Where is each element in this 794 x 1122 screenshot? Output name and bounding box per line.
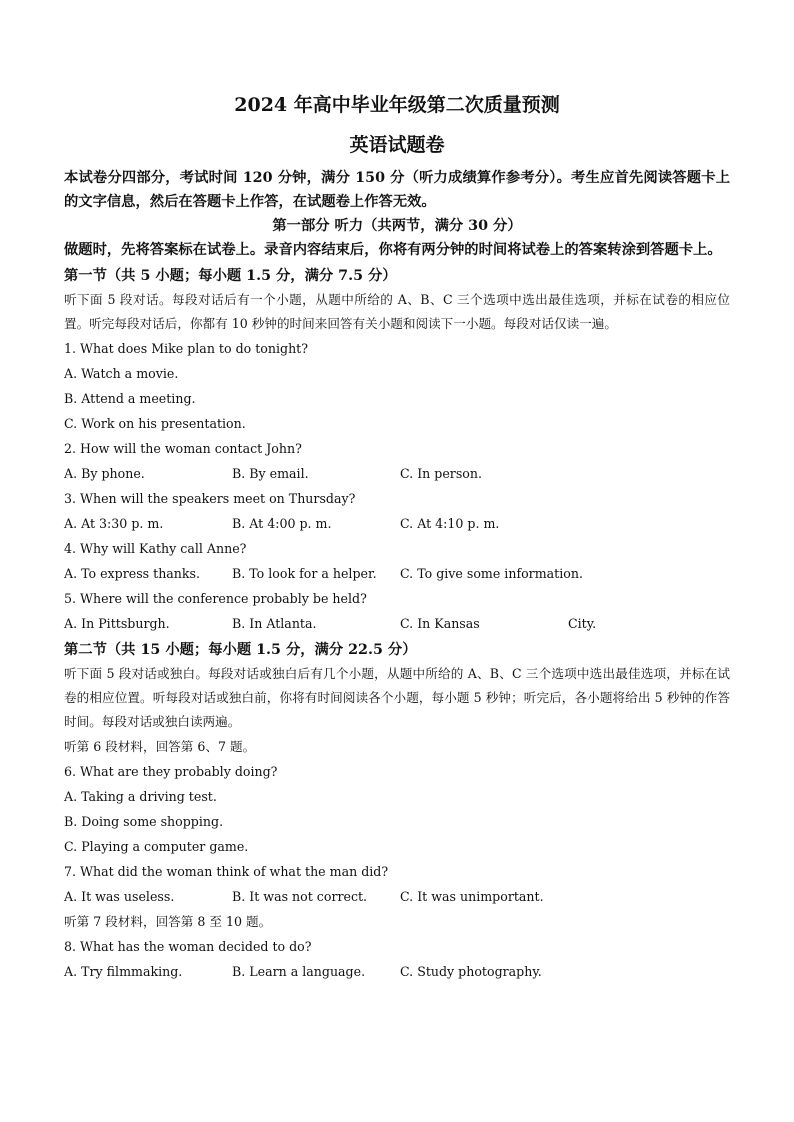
question-4-option-b: B. To look for a helper. [232,566,377,581]
question-7: 7. What did the woman think of what the man did? [64,864,389,879]
question-2: 2. How will the woman contact John? [64,441,302,456]
question-3-options [64,511,730,536]
section1-instruction: 听下面 5 段对话。每段对话后有一个小题，从题中所给的 A、B、C 三个选项中选出最佳选项，并标在试卷的相应位置。听完每段对话后，你都有 10 秒钟的时间来回答有关小题和阅读下一小题。每段对话仅读一遍。 [64,292,730,331]
material-7-note: 听第 7 段材料，回答第 8 至 10 题。 [64,914,272,929]
question-4: 4. Why will Kathy call Anne? [64,541,247,556]
question-7-option-a: A. It was useless. [64,889,175,904]
question-5-option-a: A. In Pittsburgh. [64,616,170,631]
question-8-option-c: C. Study photography. [400,964,542,979]
section2-heading: 第二节（共 15 小题；每小题 1.5 分，满分 22.5 分） [64,642,417,658]
material-6-note: 听第 6 段材料，回答第 6、7 题。 [64,739,256,754]
question-2-option-a: A. By phone. [64,466,145,481]
question-2-option-c: C. In person. [400,466,482,481]
question-5-option-b: B. In Atlanta. [232,616,317,631]
question-4-options [64,561,730,586]
section1-heading: 第一节（共 5 小题；每小题 1.5 分，满分 7.5 分） [64,268,397,284]
question-6-option-b: B. Doing some shopping. [64,814,224,829]
part1-heading: 第一部分 听力（共两节，满分 30 分） [272,218,522,234]
question-6-option-a: A. Taking a driving test. [64,789,217,804]
exam-title: 2024 年高中毕业年级第二次质量预测 [234,94,560,116]
question-5: 5. Where will the conference probably be held? [64,591,367,606]
question-4-option-a: A. To express thanks. [64,566,201,581]
question-8-options [64,959,730,984]
question-3-option-a: A. At 3:30 p. m. [64,516,164,531]
question-1: 1. What does Mike plan to do tonight? [64,341,308,356]
question-2-options [64,461,730,486]
question-3-option-c: C. At 4:10 p. m. [400,516,500,531]
question-4-option-c: C. To give some information. [400,566,583,581]
question-1-option-c: C. Work on his presentation. [64,416,246,431]
question-8-option-a: A. Try filmmaking. [64,964,183,979]
question-5-option-c: C. In Kansas [400,616,480,631]
question-6-option-c: C. Playing a computer game. [64,839,249,854]
exam-intro: 本试卷分四部分，考试时间 120 分钟，满分 150 分（听力成绩算作参考分）。考生应首先阅读答题卡上的文字信息，然后在答题卡上作答，在试题卷上作答无效。 [64,170,730,210]
question-1-option-a: A. Watch a movie. [64,366,179,381]
question-7-option-c: C. It was unimportant. [400,889,544,904]
part1-instruction: 做题时，先将答案标在试卷上。录音内容结束后，你将有两分钟的时间将试卷上的答案转涂到答题卡上。 [64,242,722,258]
question-2-option-b: B. By email. [232,466,309,481]
exam-subtitle: 英语试题卷 [349,134,445,156]
question-5-options [64,611,730,636]
question-8: 8. What has the woman decided to do? [64,939,312,954]
question-7-options [64,884,730,909]
question-7-option-b: B. It was not correct. [232,889,368,904]
question-3-option-b: B. At 4:00 p. m. [232,516,332,531]
question-5-option-c-tail: City. [568,616,597,631]
question-3: 3. When will the speakers meet on Thursday? [64,491,356,506]
question-8-option-b: B. Learn a language. [232,964,366,979]
question-6: 6. What are they probably doing? [64,764,278,779]
section2-instruction: 听下面 5 段对话或独白。每段对话或独白后有几个小题，从题中所给的 A、B、C 三个选项中选出最佳选项，并标在试卷的相应位置。听每段对话或独白前，你将有时间阅读各个小题，每小题 5 秒钟；听完后，各小题将给出 5 秒钟的作答时间。每段对话或独白读两遍。 [64,666,730,729]
question-1-option-b: B. Attend a meeting. [64,391,196,406]
